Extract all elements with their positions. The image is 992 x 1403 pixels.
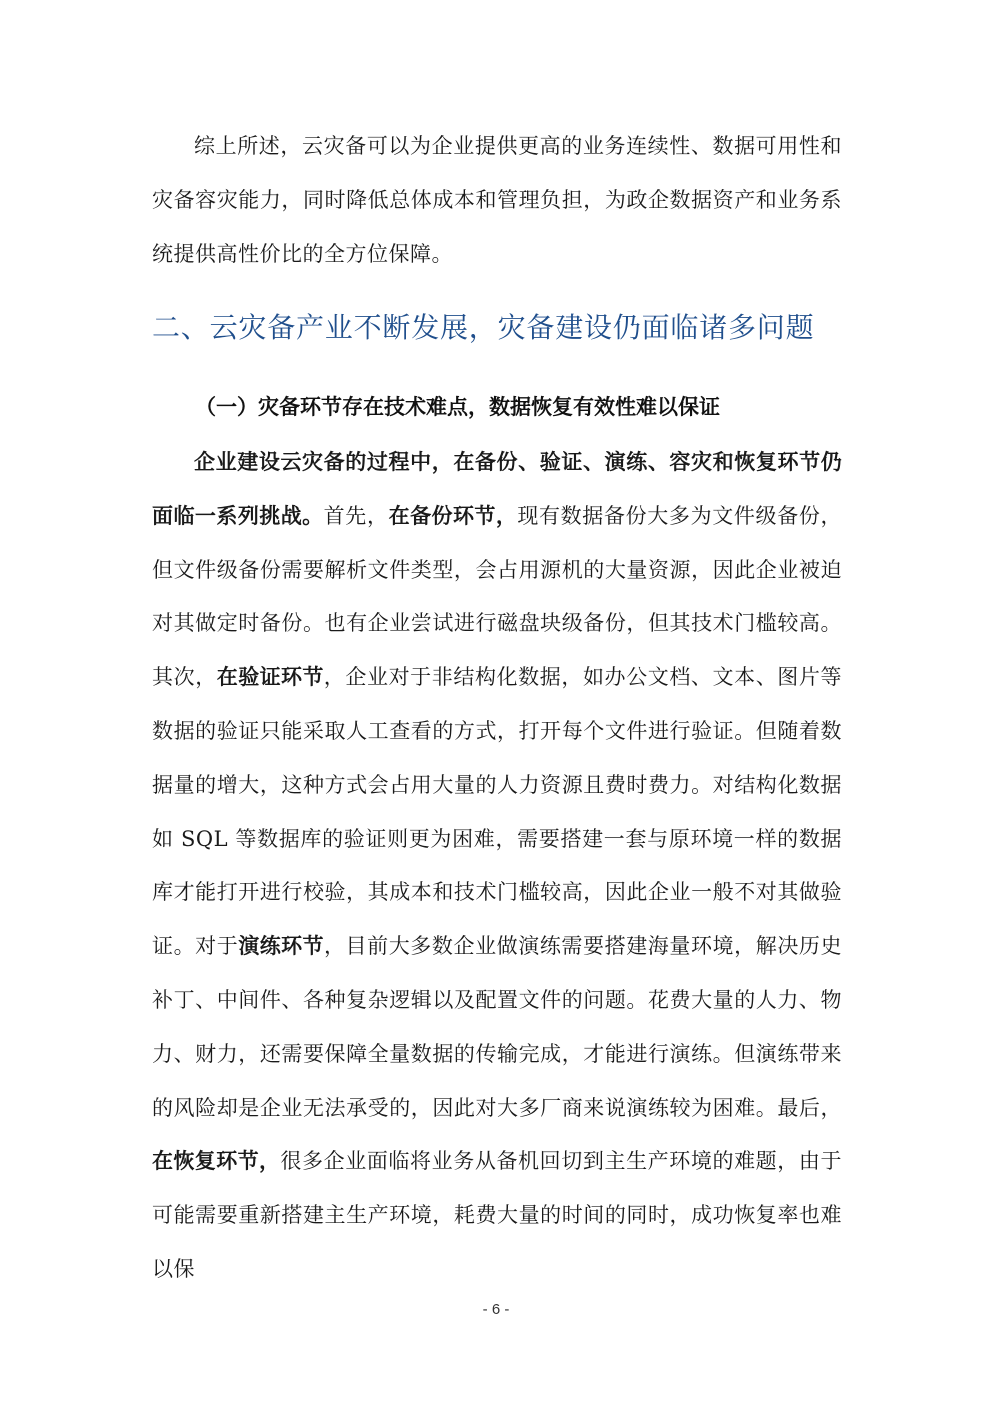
subsection-heading: （一）灾备环节存在技术难点，数据恢复有效性难以保证 (195, 395, 720, 419)
summary-paragraph: 综上所述，云灾备可以为企业提供更高的业务连续性、数据可用性和灾备容灾能力，同时降低总体成本和管理负担，为政企数据资产和业务系统提供高性价比的全方位保障。 (152, 134, 842, 266)
body-text: ，目前大多数企业做演练需要搭建海量环境，解决历史补丁、中间件、各种复杂逻辑以及配置文件的问题。花费大量的人力、物力、财力，还需要保障全量数据的传输完成，才能进行演练。但演练带来的风险却是企业无法承受的，因此对大多厂商来说演练较为困难。最后， (152, 934, 843, 1120)
body-text: 很多企业面临将业务从备机回切到主生产环境的难题，由于可能需要重新搭建主生产环境，耗费大量的时间的同时，成功恢复率也难以保 (152, 1149, 842, 1281)
backup-stage-label: 在备份环节， (388, 503, 518, 528)
section-heading: 二、云灾备产业不断发展，灾备建设仍面临诸多问题 (152, 311, 815, 344)
body-text: 现有数据备份大多为文件级备份，但文件级备份需要解析文件类型，会占用源机的大量资源，因此企业被迫对其做定时备份。也有企业尝试进行磁盘块级备份，但其技术门槛较高。其次， (152, 503, 843, 690)
challenges-paragraph (152, 436, 842, 1297)
drill-stage-label: 演练环节 (238, 934, 324, 959)
body-text: 首先， (323, 503, 389, 528)
verification-stage-label: 在验证环节 (216, 665, 324, 690)
page-number: - 6 - (482, 1301, 510, 1318)
lead-sentence: 企业建设云灾备的过程中，在备份、验证、演练、容灾和恢复环节仍面临一系列挑战。 (152, 450, 842, 528)
body-text: ，企业对于非结构化数据，如办公文档、文本、图片等数据的验证只能采取人工查看的方式，打开每个文件进行验证。但随着数据量的增大，这种方式会占用大量的人力资源且费时费力。对结构化数据如 SQL 等数据库的验证则更为困难，需要搭建一套与原环境一样的数据库才能打开进行校验，其成本和技术门槛较高，因此企业一般不对其做验证。对于 (152, 665, 843, 959)
recovery-stage-label: 在恢复环节， (152, 1149, 281, 1174)
